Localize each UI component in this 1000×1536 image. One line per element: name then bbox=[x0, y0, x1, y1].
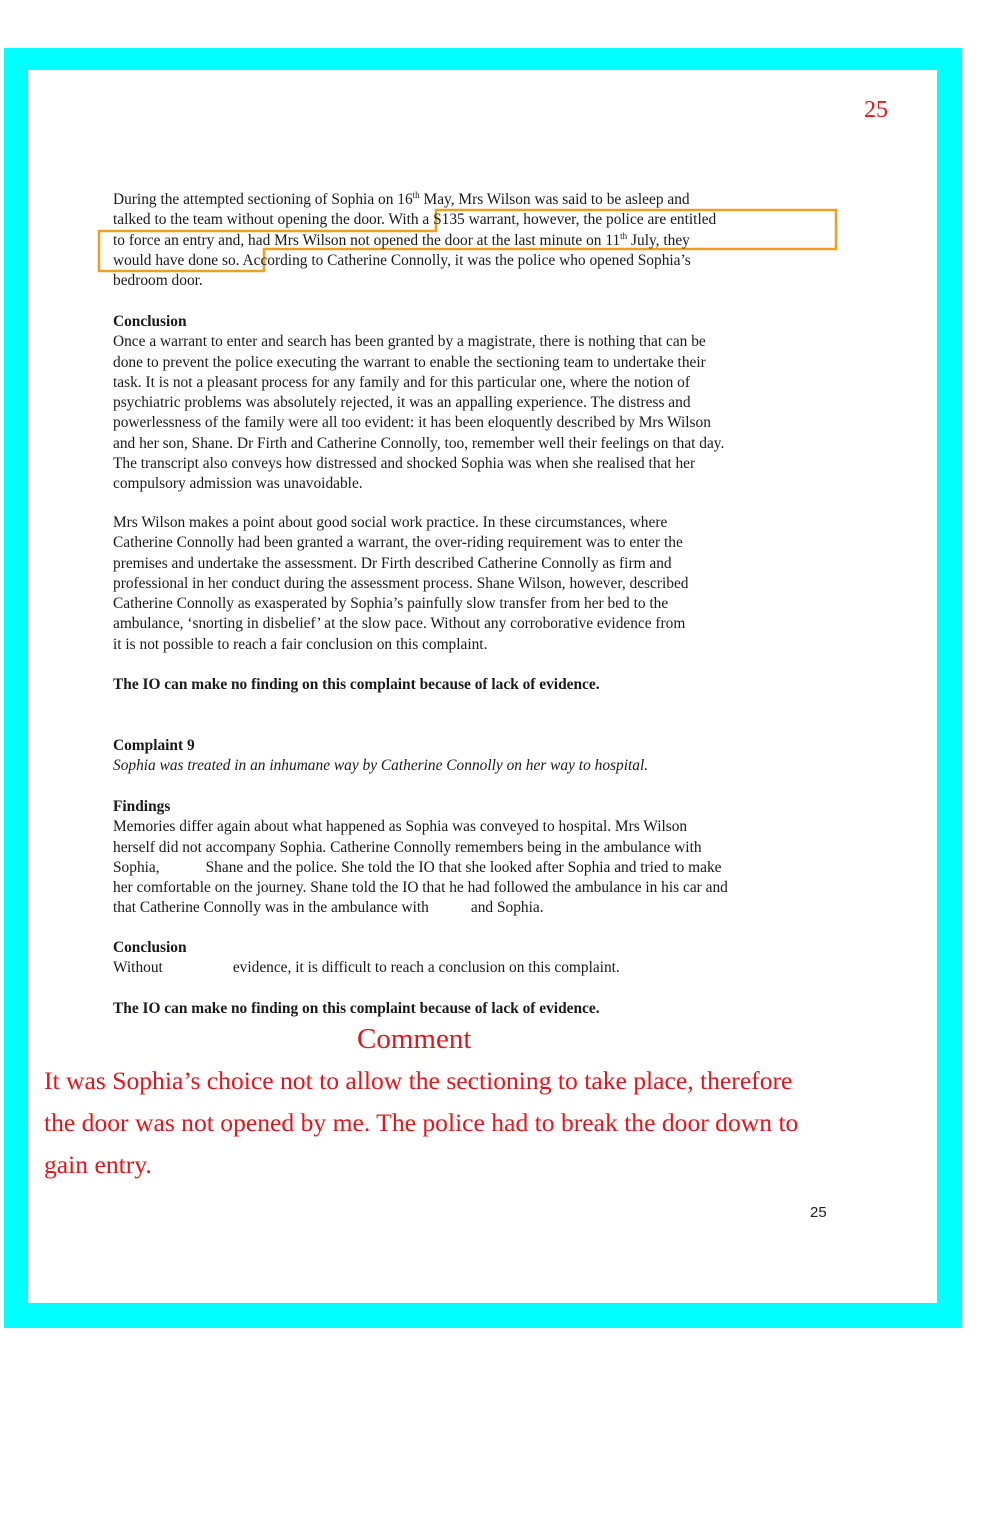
comment-body bbox=[44, 1060, 934, 1186]
findings-line: Sophia, Shane and the police. She told the IO that she looked after Sophia and tried to make bbox=[113, 858, 722, 876]
paragraph-social-work bbox=[113, 513, 853, 655]
conclusion1-line: compulsory admission was unavoidable. bbox=[113, 475, 363, 493]
para2-line: professional in her conduct during the assessment process. Shane Wilson, however, described bbox=[113, 574, 689, 592]
para1-line-4: would have done so. According to Catherine Connolly, it was the police who opened Sophia’s bbox=[113, 251, 691, 269]
para1-line-5: bedroom door. bbox=[113, 272, 203, 290]
comment-line: It was Sophia’s choice not to allow the sectioning to take place, therefore bbox=[44, 1066, 793, 1095]
findings-line: Memories differ again about what happened as Sophia was conveyed to hospital. Mrs Wilson bbox=[113, 818, 688, 836]
comment-line: the door was not opened by me. The police had to break the door down to bbox=[44, 1108, 799, 1137]
findings-line: her comfortable on the journey. Shane told the IO that he had followed the ambulance in his car and bbox=[113, 879, 728, 897]
para2-line: Catherine Connolly had been granted a warrant, the over-riding requirement was to enter the bbox=[113, 534, 683, 552]
para2-line: it is not possible to reach a fair conclusion on this complaint. bbox=[113, 635, 488, 653]
para2-line: ambulance, ‘snorting in disbelief’ at the slow pace. Without any corroborative evidence from bbox=[113, 615, 686, 633]
paragraph-sectioning bbox=[113, 190, 853, 291]
findings-line: that Catherine Connolly was in the ambulance with and Sophia. bbox=[113, 899, 544, 917]
findings-section bbox=[113, 797, 853, 919]
document-page bbox=[28, 70, 937, 1303]
findings-line: herself did not accompany Sophia. Catherine Connolly remembers being in the ambulance with bbox=[113, 838, 702, 856]
conclusion1-line: done to prevent the police executing the warrant to enable the sectioning team to undertake their bbox=[113, 353, 706, 371]
para1-line-1: During the attempted sectioning of Sophia on 16th May, Mrs Wilson was said to be asleep and bbox=[113, 190, 690, 208]
finding-statement-1: The IO can make no finding on this complaint because of lack of evidence. bbox=[113, 676, 600, 693]
conclusion-heading-1: Conclusion bbox=[113, 313, 187, 330]
conclusion-section-2 bbox=[113, 938, 853, 979]
cyan-frame bbox=[4, 48, 962, 1328]
conclusion-section-1 bbox=[113, 312, 853, 495]
conclusion1-line: Once a warrant to enter and search has been granted by a magistrate, there is nothing that can be bbox=[113, 333, 706, 351]
para2-line: Mrs Wilson makes a point about good social work practice. In these circumstances, where bbox=[113, 514, 668, 531]
page-number-top: 25 bbox=[864, 97, 888, 123]
complaint-9-heading: Complaint 9 bbox=[113, 737, 195, 754]
conclusion1-line: The transcript also conveys how distressed and shocked Sophia was when she realised that her bbox=[113, 455, 696, 473]
para2-line: Catherine Connolly as exasperated by Sophia’s painfully slow transfer from her bed to the bbox=[113, 595, 669, 613]
page-number-bottom: 25 bbox=[810, 1204, 827, 1221]
para1-line-3: to force an entry and, had Mrs Wilson not opened the door at the last minute on 11th July, they bbox=[113, 230, 690, 249]
conclusion1-line: psychiatric problems was absolutely rejected, it was an appalling experience. The distress and bbox=[113, 394, 691, 412]
conclusion1-line: and her son, Shane. Dr Firth and Catherine Connolly, too, remember well their feelings on that day. bbox=[113, 434, 725, 452]
finding-statement-2: The IO can make no finding on this complaint because of lack of evidence. bbox=[113, 1000, 600, 1017]
findings-heading: Findings bbox=[113, 798, 171, 815]
conclusion2-line: Without evidence, it is difficult to reach a conclusion on this complaint. bbox=[113, 959, 620, 977]
conclusion1-line: task. It is not a pleasant process for any family and for this particular one, where the notion of bbox=[113, 373, 690, 391]
conclusion1-line: powerlessness of the family were all too evident: it has been eloquently described by Mrs Wilson bbox=[113, 414, 711, 432]
comment-line: gain entry. bbox=[44, 1150, 152, 1179]
complaint-9-text: Sophia was treated in an inhumane way by Catherine Connolly on her way to hospital. bbox=[113, 757, 649, 775]
conclusion-heading-2: Conclusion bbox=[113, 939, 187, 956]
para1-line-2: talked to the team without opening the door. With a S135 warrant, however, the police are entitled bbox=[113, 211, 717, 229]
comment-title: Comment bbox=[357, 1023, 472, 1055]
para2-line: premises and undertake the assessment. Dr Firth described Catherine Connolly as firm and bbox=[113, 554, 672, 572]
complaint-9-section bbox=[113, 736, 853, 777]
